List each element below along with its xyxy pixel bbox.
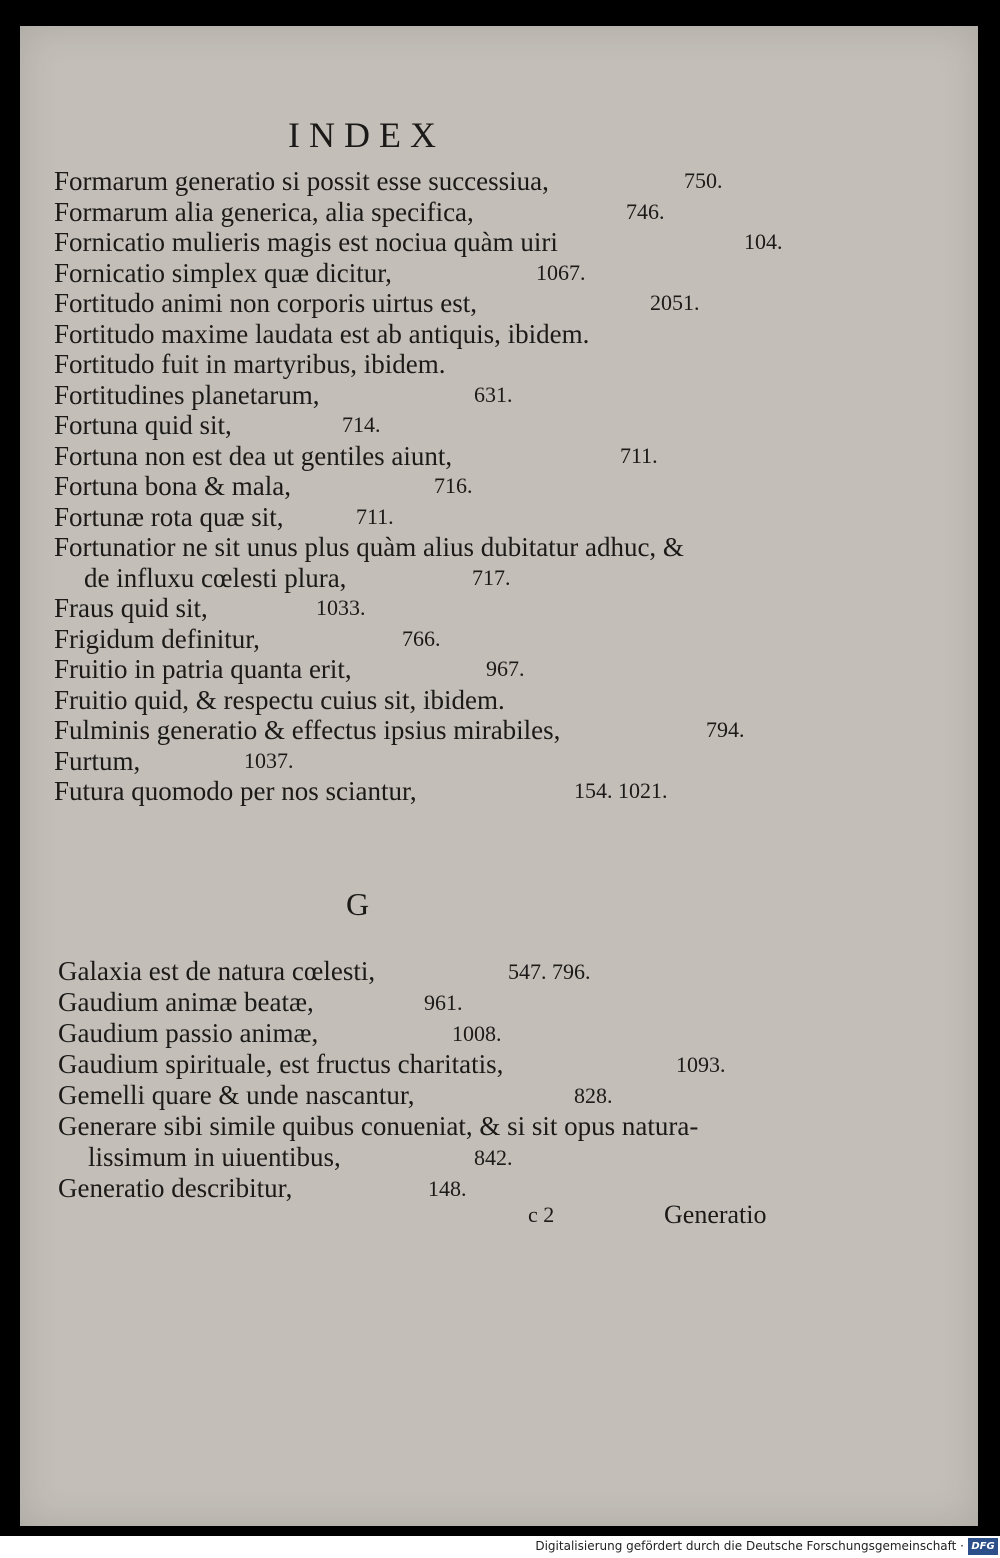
index-entry	[54, 654, 954, 685]
entry-page-ref: 828.	[574, 1083, 613, 1108]
entry-page-ref: 961.	[424, 990, 463, 1015]
index-entry	[54, 410, 954, 441]
entry-text: Furtum,	[54, 745, 141, 776]
entry-text: Fortunatior ne sit unus plus quàm alius dubitatur adhuc, &	[54, 532, 684, 562]
entry-text: Formarum generatio si possit esse successiua,	[54, 166, 549, 196]
entry-page-ref: 711.	[356, 503, 394, 529]
entry-page-ref: 547. 796.	[508, 959, 591, 984]
book-page	[20, 26, 978, 1526]
entry-text: Galaxia est de natura cœlesti,	[58, 956, 376, 986]
index-section-f	[54, 166, 954, 807]
index-entry	[54, 685, 954, 716]
entry-page-ref: 1008.	[452, 1021, 502, 1046]
index-entry	[58, 1111, 958, 1142]
entry-text: Fruitio in patria quanta erit,	[54, 654, 352, 684]
entry-text: Fortitudines planetarum,	[54, 379, 320, 410]
entry-page-ref: 842.	[474, 1145, 513, 1170]
entry-text: Gemelli quare & unde nascantur,	[58, 1080, 415, 1110]
entry-text: Fraus quid sit,	[54, 593, 208, 623]
index-entry	[54, 258, 954, 289]
page-title: INDEX	[288, 115, 445, 155]
index-entry	[54, 532, 954, 563]
catchword: Generatio	[664, 1200, 767, 1229]
entry-text: Fortitudo fuit in martyribus, ibidem.	[54, 349, 446, 379]
index-entry	[54, 349, 954, 380]
index-entry	[54, 593, 954, 624]
entry-text: Gaudium passio animæ,	[58, 1018, 319, 1048]
entry-page-ref: 631.	[474, 381, 513, 407]
index-entry	[58, 1049, 958, 1080]
dfg-logo-icon: DFG	[968, 1538, 998, 1555]
entry-page-ref: 104.	[744, 229, 783, 254]
entry-page-ref: 714.	[342, 412, 381, 437]
entry-text: Frigidum definitur,	[54, 623, 260, 654]
entry-text: Fruitio quid, & respectu cuius sit, ibidem.	[54, 684, 505, 715]
entry-page-ref: 154. 1021.	[574, 778, 668, 803]
entry-text: Futura quomodo per nos sciantur,	[54, 776, 417, 806]
entry-page-ref: 1067.	[536, 259, 586, 285]
index-entry	[58, 1080, 958, 1111]
entry-page-ref: 1037.	[244, 747, 294, 773]
index-entry	[54, 502, 954, 533]
index-entry	[54, 380, 954, 411]
entry-text: Formarum alia generica, alia specifica,	[54, 196, 474, 227]
index-entry	[54, 319, 954, 350]
entry-page-ref: 717.	[472, 564, 511, 590]
index-entry	[54, 197, 954, 228]
entry-text: Gaudium spirituale, est fructus charitatis,	[58, 1049, 504, 1079]
entry-page-ref: 794.	[706, 717, 745, 742]
entry-text: Fulminis generatio & effectus ipsius mirabiles,	[54, 715, 561, 745]
entry-text: lissimum in uiuentibus,	[88, 1142, 341, 1172]
entry-page-ref: 766.	[402, 625, 441, 651]
index-entry	[54, 563, 954, 594]
index-entry	[54, 471, 954, 502]
entry-page-ref: 716.	[434, 473, 473, 498]
digitization-footer	[0, 1536, 1000, 1558]
entry-page-ref: 967.	[486, 656, 525, 681]
entry-page-ref: 750.	[684, 168, 723, 193]
index-entry	[54, 441, 954, 472]
index-section-g	[58, 956, 958, 1204]
entry-text: Fortitudo maxime laudata est ab antiquis, ibidem.	[54, 318, 590, 349]
entry-page-ref: 1093.	[676, 1052, 726, 1077]
entry-page-ref: 2051.	[650, 290, 700, 315]
entry-text: de influxu cœlesti plura,	[84, 562, 347, 593]
entry-page-ref: 711.	[620, 442, 658, 468]
index-entry	[54, 746, 954, 777]
entry-page-ref: 1033.	[316, 595, 366, 620]
funding-credit: Digitalisierung gefördert durch die Deutsche Forschungsgemeinschaft ·	[535, 1539, 964, 1553]
index-entry	[54, 624, 954, 655]
index-entry	[58, 987, 958, 1018]
entry-text: Fortunæ rota quæ sit,	[54, 501, 284, 532]
index-entry	[54, 715, 954, 746]
entry-text: Fortitudo animi non corporis uirtus est,	[54, 288, 477, 318]
entry-text: Fortuna non est dea ut gentiles aiunt,	[54, 440, 453, 471]
entry-text: Fortuna bona & mala,	[54, 471, 291, 501]
signature-mark: c 2	[528, 1202, 555, 1227]
index-entry	[54, 776, 954, 807]
index-entry	[58, 1142, 958, 1173]
section-letter-g: G	[346, 886, 370, 922]
index-entry	[58, 956, 958, 987]
entry-text: Gaudium animæ beatæ,	[58, 987, 314, 1017]
entry-text: Generare sibi simile quibus conueniat, & si sit opus natura-	[58, 1111, 699, 1141]
index-entry	[54, 166, 954, 197]
entry-text: Fortuna quid sit,	[54, 410, 232, 440]
index-entry	[54, 227, 954, 258]
index-entry	[58, 1173, 958, 1204]
index-entry	[58, 1018, 958, 1049]
entry-text: Fornicatio simplex quæ dicitur,	[54, 257, 392, 288]
entry-text: Fornicatio mulieris magis est nociua quàm uiri	[54, 227, 558, 257]
entry-page-ref: 746.	[626, 198, 665, 224]
entry-text: Generatio describitur,	[58, 1173, 293, 1203]
entry-page-ref: 148.	[428, 1176, 467, 1201]
index-entry	[54, 288, 954, 319]
